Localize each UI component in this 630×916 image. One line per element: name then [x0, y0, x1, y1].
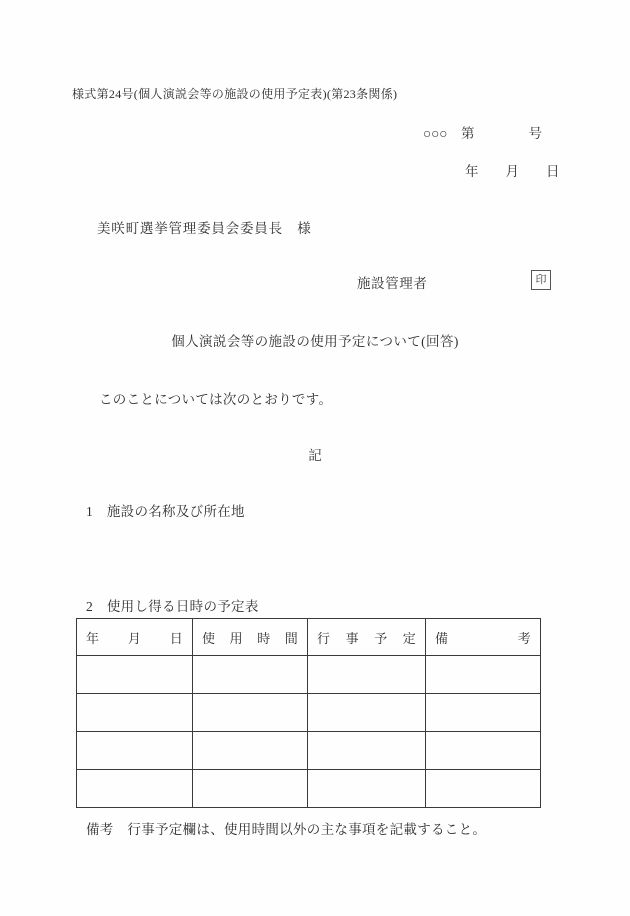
section-2-heading: 2 使用し得る日時の予定表 [86, 599, 259, 614]
table-row [77, 732, 541, 770]
table-cell [193, 656, 308, 694]
table-header-row [77, 619, 541, 656]
header-cell-usage-time: 使 用 時 間 [193, 619, 308, 656]
body-text: このことについては次のとおりです。 [99, 392, 333, 407]
seal-mark: 印 [531, 270, 551, 290]
table-cell [308, 770, 426, 808]
table-cell [77, 656, 193, 694]
date-line: 年 月 日 [465, 164, 560, 179]
table-cell [426, 694, 541, 732]
header-cell-remarks: 備 考 [426, 619, 541, 656]
table-cell [308, 694, 426, 732]
table-cell [193, 694, 308, 732]
table-cell [308, 732, 426, 770]
table-row [77, 694, 541, 732]
table-cell [426, 732, 541, 770]
header-cell-date: 年 月 日 [77, 619, 193, 656]
table-cell [193, 770, 308, 808]
section-1-heading: 1 施設の名称及び所在地 [86, 504, 245, 519]
table-row [77, 770, 541, 808]
table-cell [426, 656, 541, 694]
table-cell [77, 770, 193, 808]
addressee-line: 美咲町選挙管理委員会委員長 様 [97, 221, 312, 236]
remarks-note: 備考 行事予定欄は、使用時間以外の主な事項を記載すること。 [86, 822, 487, 837]
table-cell [77, 694, 193, 732]
table-row [77, 656, 541, 694]
table-cell [193, 732, 308, 770]
table-cell [308, 656, 426, 694]
schedule-table [76, 618, 541, 808]
table-cell [77, 732, 193, 770]
ki-heading: 記 [308, 448, 322, 463]
facility-manager-label: 施設管理者 [357, 276, 428, 291]
document-title: 個人演説会等の施設の使用予定について(回答) [171, 334, 459, 349]
document-number-line: ○○○ 第 号 [423, 126, 542, 141]
table-cell [426, 770, 541, 808]
header-cell-event-schedule: 行 事 予 定 [308, 619, 426, 656]
form-number-label: 様式第24号(個人演説会等の施設の使用予定表)(第23条関係) [72, 87, 398, 101]
